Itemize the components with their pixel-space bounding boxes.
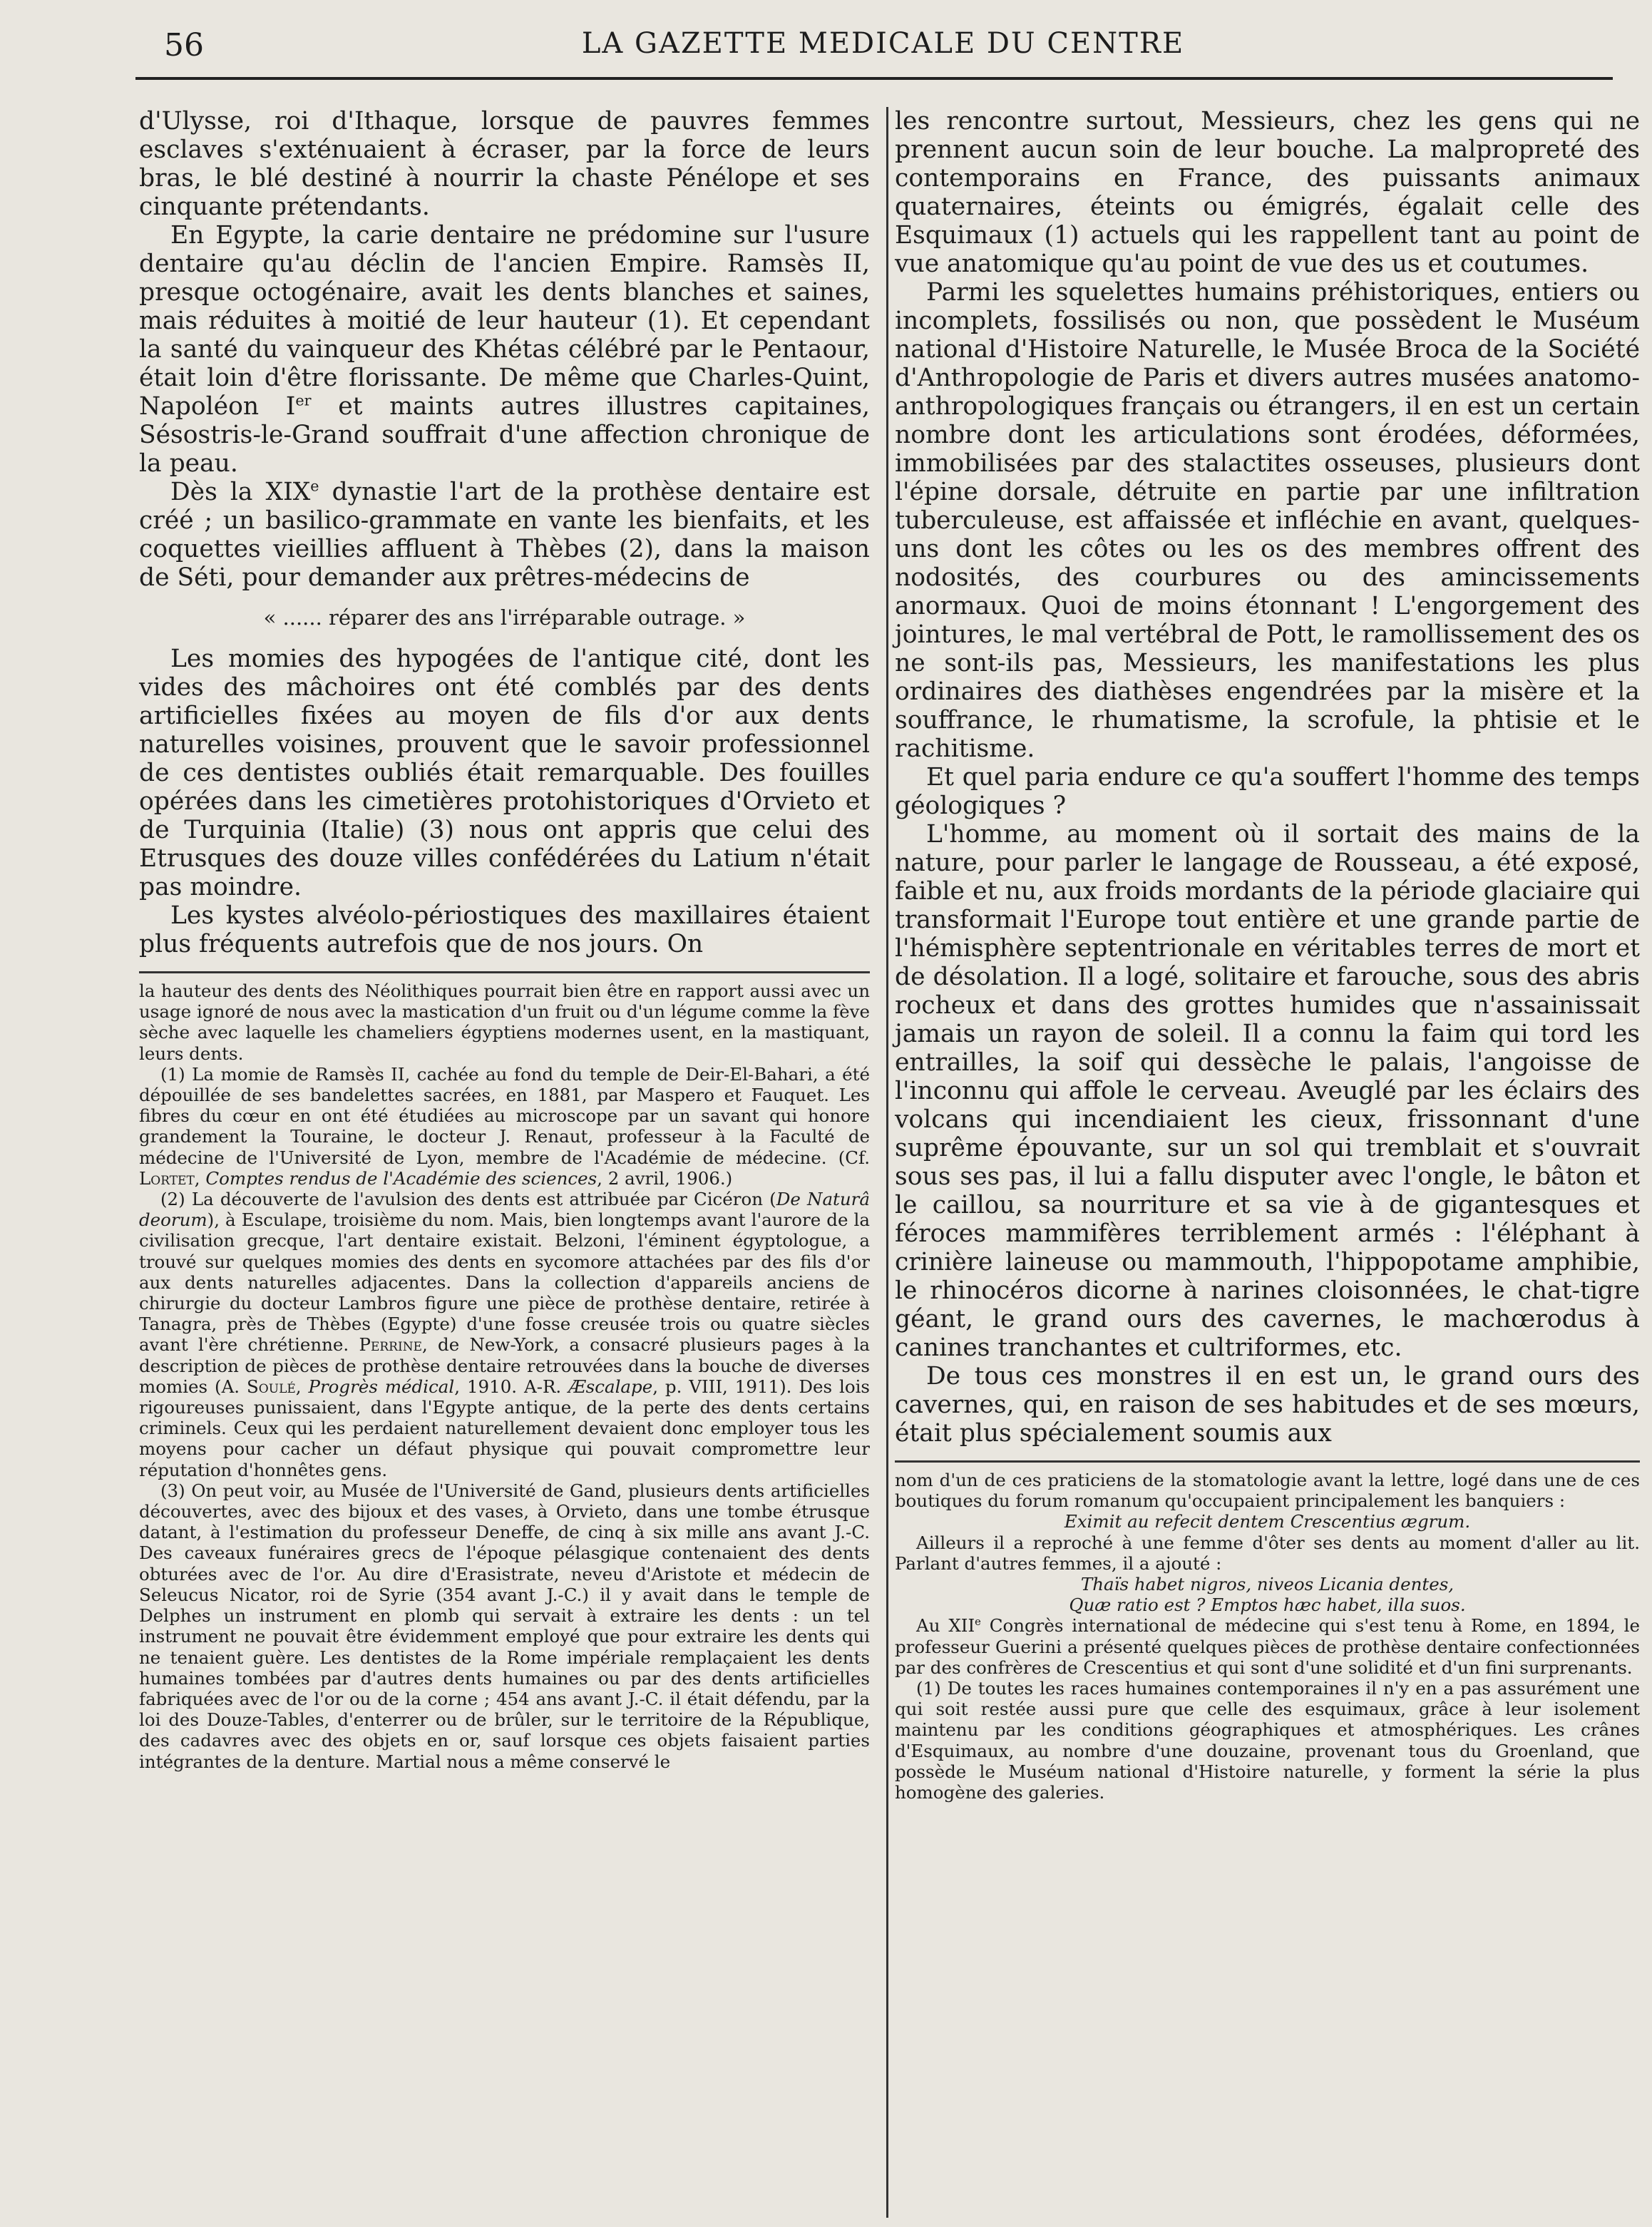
text-run: , 1910. A-R. [454, 1376, 569, 1397]
paragraph: Parmi les squelettes humains préhistoriques, entiers ou incomplets, fossilisés ou non, que possèdent le Muséum national d'Histoire Naturelle, le Musée Broca de la Société d'Anthropologie de Paris et divers autres musées anatomo-anthropologiques français ou étrangers, il en est un certain nombre dont les articulations sont érodées, déformées, immobilisées par des stalactites osseuses, plusieurs dont l'épine dorsale, détruite en partie par une infiltration tuberculeuse, est affaissée et infléchie en avant, quelques-uns dont les côtes ou les os des membres offrent des nodosités, des courbures ou des amincissements anormaux. Quoi de moins étonnant ! L'engorgement des jointures, le mal vertébral de Pott, le ramollissement des os ne sont-ils pas, Messieurs, les manifestations les plus ordinaires des diathèses engendrées par la misère et la souffrance, le rhumatisme, la scrofule, la phtisie et le rachitisme. [895, 278, 1640, 763]
author-name: Soulé [247, 1376, 296, 1397]
paragraph [139, 478, 870, 592]
text-run: , p. VIII, 1911). Des lois rigoureuses punissaient, dans l'Egypte antique, de la perte des dents certains criminels. Ceux qui les perdaient naturellement devaient donc employer tous les moyens pour cacher un défaut physique qui pouvait compromettre leur réputation d'honnêtes gens. [139, 1376, 870, 1480]
footnote: la hauteur des dents des Néolithiques pourrait bien être en rapport aussi avec un usage ignoré de nous avec la mastication d'un fruit ou d'un légume comme la fève sèche avec laquelle les chameliers égyptiens modernes usent, en la mastiquant, leurs dents. [139, 981, 870, 1064]
paragraph: Les momies des hypogées de l'antique cité, dont les vides des mâchoires ont été comblés par des dents artificielles fixées au moyen de fils d'or aux dents naturelles voisines, prouvent que le savoir professionnel de ces dentistes oubliés était remarquable. Des fouilles opérées dans les cimetières protohistoriques d'Orvieto et de Turquinia (Italie) (3) nous ont appris que celui des Etrusques des douze villes confédérées du Latium n'était pas moindre. [139, 645, 870, 901]
text-run: , 2 avril, 1906.) [597, 1167, 733, 1189]
text-run: dynastie l'art de la prothèse dentaire est créé ; un basilico-grammate en vante les bienfaits, et les coquettes vieillies affluent à Thèbes (2), dans la maison de Séti, pour demander aux prêtres-médecins de [139, 478, 870, 592]
latin-verse: Quæ ratio est ? Emptos hæc habet, illa suos. [1069, 1594, 1466, 1616]
text-run: ), à Esculape, troisième du nom. Mais, bien longtemps avant l'aurore de la civilisation grecque, l'art dentaire existait. Belzoni, l'éminent égyptologue, a trouvé sur quelques momies des dents en sycomore attachées par des fils d'or aux dents naturelles adjacentes. Dans la collection d'appareils anciens de chirurgie du docteur Lambros figure une pièce de prothèse dentaire, retirée à Tanagra, près de Thèbes (Egypte) d'une fosse creusée trois ou quatre siècles avant l'ère chrétienne. [139, 1209, 870, 1356]
right-footnotes [895, 1470, 1640, 1803]
right-body-text [895, 107, 1640, 1448]
latin-verse: Eximit au refecit dentem Crescentius ægrum. [1064, 1511, 1471, 1532]
paragraph: Et quel paria endure ce qu'a souffert l'homme des temps géologiques ? [895, 763, 1640, 820]
text-run: Dès la XIX [170, 478, 311, 506]
column-divider [886, 107, 888, 2218]
right-column [895, 107, 1640, 1803]
latin-verse: Thaïs habet nigros, niveos Licania dentes, [1080, 1574, 1455, 1595]
text-run: et maints autres illustres capitaines, Sésostris-le-Grand souffrait d'une affection chronique de la peau. [139, 392, 870, 478]
text-run: Au XII [916, 1615, 975, 1637]
paragraph: Les kystes alvéolo-périostiques des maxillaires étaient plus fréquents autrefois que de nos jours. On [139, 901, 870, 958]
text-run: (2) La découverte de l'avulsion des dents est attribuée par Cicéron ( [160, 1189, 776, 1210]
footnote-rule [139, 971, 870, 973]
superscript: e [975, 1616, 981, 1629]
author-name: Perrine [359, 1334, 422, 1356]
footnote: (3) On peut voir, au Musée de l'Université de Gand, plusieurs dents artificielles découvertes, avec des bijoux et des vases, à Orvieto, dans une tombe étrusque datant, à l'estimation du professeur Deneffe, de cinq à six mille ans avant J.-C. Des caveaux funéraires grecs de l'époque pélasgique contenaient des dents obturées avec de l'or. Au dire d'Erasistrate, neveu d'Aristote et médecin de Seleucus Nicator, roi de Syrie (354 avant J.-C.) il y avait dans le temple de Delphes un instrument en plomb qui servait à extraire les dents : un tel instrument ne pouvait être évidemment employé que pour extraire les dents qui ne tenaient guère. Les dentistes de la Rome impériale remplaçaient les dents humaines tombées par d'autres dents humaines ou par des dents artificielles fabriquées avec de l'or ou de la corne ; 454 ans avant J.-C. il était défendu, par la loi des Douze-Tables, d'enterrer ou de brûler, sur le territoire de la République, des cadavres avec des objets en or, sauf lorsque ces objets faisaient parties intégrantes de la denture. Martial nous a même conservé le [139, 1480, 870, 1772]
citation-title: De Naturâ deorum [139, 1189, 870, 1231]
citation-title: Æscalape [568, 1376, 653, 1397]
footnote: Ailleurs il a reproché à une femme d'ôter ses dents au moment d'aller au lit. Parlant d'autres femmes, il a ajouté : [895, 1532, 1640, 1574]
footnote: (1) La momie de Ramsès II, cachée au fond du temple de Deir-El-Bahari, a été dépouillée de ses bandelettes sacrées, en 1881, par Maspero et Fauquet. Les fibres du cœur en ont été étudiées au microscope par un savant qui honore grandement la Touraine, le docteur J. Renaut, professeur à la Faculté de médecine de l'Université de Lyon, membre de l'Académie de médecine. (Cf. Lortet, Comptes rendus de l'Académie des sciences, 2 avril, 1906.) [139, 1063, 870, 1189]
footnote [895, 1615, 1640, 1678]
header-rule [135, 77, 1613, 80]
page-number: 56 [164, 27, 204, 63]
running-title: LA GAZETTE MEDICALE DU CENTRE [581, 27, 1185, 60]
superscript: er [295, 391, 312, 409]
left-column [139, 107, 870, 1772]
citation-title: Comptes rendus de l'Académie des sciences [205, 1167, 597, 1189]
paragraph: les rencontre surtout, Messieurs, chez les gens qui ne prennent aucun soin de leur bouche. La malpropreté des contemporains en France, des puissants animaux quaternaires, éteints ou émigrés, égalait celle des Esquimaux (1) actuels qui les rappellent tant au point de vue anatomique qu'au point de vue des us et coutumes. [895, 107, 1640, 278]
left-body-text [139, 107, 870, 958]
text-run: , [295, 1376, 309, 1397]
text-run: (1) La momie de Ramsès II, cachée au fond du temple de Deir-El-Bahari, a été dépouillée de ses bandelettes sacrées, en 1881, par Maspero et Fauquet. Les fibres du cœur en ont été étudiées au microscope par un savant qui honore grandement la Touraine, le docteur J. Renaut, professeur à la Faculté de médecine de l'Université de Lyon, membre de l'Académie de médecine. (Cf. [139, 1063, 870, 1168]
text-run: Congrès international de médecine qui s'est tenu à Rome, en 1894, le professeur Guerini a présenté quelques pièces de prothèse dentaire confectionnées par des confrères de Crescentius et qui sont d'une solidité et d'un fini surprenants. [895, 1615, 1641, 1678]
author-name: Lortet [139, 1167, 195, 1189]
superscript: e [310, 477, 319, 495]
paragraph: De tous ces monstres il en est un, le grand ours des cavernes, qui, en raison de ses habitudes et de ses mœurs, était plus spécialement soumis aux [895, 1362, 1640, 1448]
footnote [139, 1189, 870, 1480]
text-run: En Egypte, la carie dentaire ne prédomine sur l'usure dentaire qu'au déclin de l'ancien Empire. Ramsès II, presque octogénaire, avait les dents blanches et saines, mais réduites à moitié de leur hauteur (1). Et cependant la santé du vainqueur des Khétas célébré par le Pentaour, était loin d'être florissante. De même que Charles-Quint, Napoléon I [139, 221, 870, 421]
page-header [164, 21, 1602, 71]
paragraph [139, 221, 870, 478]
paragraph: L'homme, au moment où il sortait des mains de la nature, pour parler le langage de Rousseau, a été exposé, faible et nu, aux froids mordants de la période glaciaire qui transformait l'Europe tout entière et une grande partie de l'hémisphère septentrionale en véritables terres de mort et de désolation. Il a logé, solitaire et farouche, sous des abris rocheux et dans des grottes humides que n'assainissait jamais un rayon de soleil. Il a connu la faim qui tord les entrailles, la soif qui dessèche le palais, l'angoisse de l'inconnu qui affole le cerveau. Aveuglé par les éclairs des volcans qui incendiaient les cieux, frissonnant d'une suprême épouvante, sur un sol qui tremblait et s'ouvrait sous ses pas, il lui a fallu disputer avec l'ongle, le bâton et le caillou, sa nourriture et sa vie à de gigantesques et féroces mammifères terriblement armés : l'éléphant à crinière laineuse ou mammouth, l'hippopotame amphibie, le rhinocéros dicorne à narines cloisonnées, le chat-tigre géant, le grand ours des cavernes, le machœrodus à canines tranchantes et cultriformes, etc. [895, 820, 1640, 1362]
paragraph: d'Ulysse, roi d'Ithaque, lorsque de pauvres femmes esclaves s'exténuaient à écraser, par la force de leurs bras, le blé destiné à nourrir la chaste Pénélope et ses cinquante prétendants. [139, 107, 870, 221]
citation-title: Progrès médical [308, 1376, 455, 1397]
footnote-rule [895, 1460, 1640, 1463]
left-footnotes [139, 981, 870, 1772]
footnote: nom d'un de ces praticiens de la stomatologie avant la lettre, logé dans une de ces boutiques du forum romanum qu'occupaient principalement les banquiers : [895, 1470, 1640, 1512]
footnote: (1) De toutes les races humaines contemporaines il n'y en a pas assurément une qui soit restée aussi pure que celle des esquimaux, grâce à leur isolement maintenu par les conditions géographiques et atmosphériques. Les crânes d'Esquimaux, au nombre d'une douzaine, provenant tous du Groenland, que possède le Muséum national d'Histoire naturelle, y forment la série la plus homogène des galeries. [895, 1678, 1640, 1803]
quotation: « ...... réparer des ans l'irréparable outrage. » [263, 605, 746, 630]
text-run: , de New-York, a consacré plusieurs pages à la description de pièces de prothèse dentaire retrouvées dans la bouche de diverses momies (A. [139, 1334, 870, 1397]
